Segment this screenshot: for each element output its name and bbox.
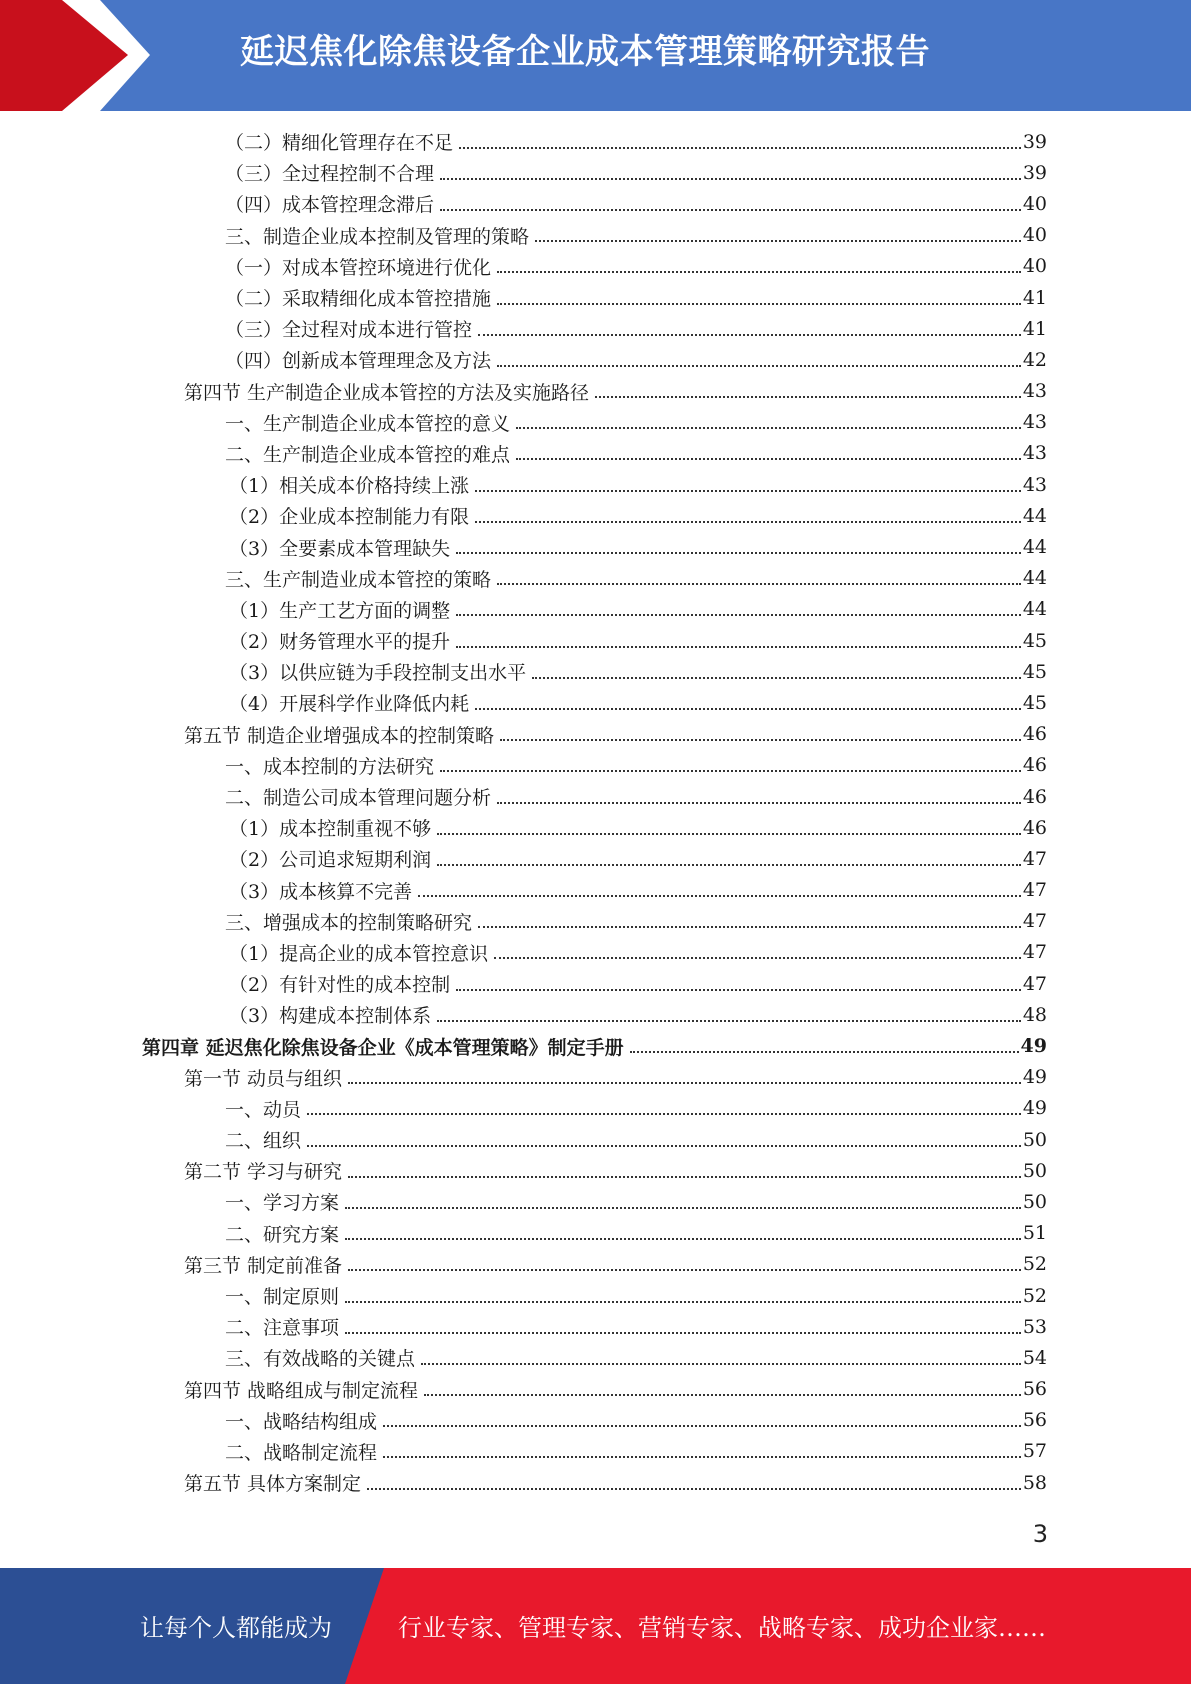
toc-entry[interactable] [0, 1436, 1191, 1467]
toc-dot-leader [307, 1145, 1021, 1147]
toc-dot-leader [497, 365, 1021, 367]
toc-entry-title: 一、学习方案 [225, 1192, 340, 1215]
toc-entry-title: （1）生产工艺方面的调整 [229, 599, 451, 622]
toc-dot-leader [437, 1020, 1021, 1022]
toc-entry-title: （3）成本核算不完善 [229, 880, 413, 903]
toc-entry-page: 39 [1022, 130, 1047, 153]
toc-dot-leader [345, 1207, 1021, 1209]
toc-dot-leader [348, 1176, 1021, 1178]
toc-dot-leader [478, 926, 1021, 928]
toc-entry-page: 46 [1022, 754, 1047, 777]
toc-entry-page: 49 [1020, 1035, 1047, 1058]
toc-entry[interactable] [0, 531, 1191, 562]
toc-dot-leader [595, 396, 1021, 398]
toc-dot-leader [383, 1425, 1021, 1427]
toc-entry-page: 40 [1022, 255, 1047, 278]
toc-dot-leader [497, 303, 1021, 305]
toc-entry-title: 第四节 战略组成与制定流程 [184, 1379, 419, 1402]
toc-entry-title: （3）以供应链为手段控制支出水平 [229, 662, 527, 685]
toc-entry-title: （1）成本控制重视不够 [229, 818, 432, 841]
toc-entry-title: （2）企业成本控制能力有限 [229, 506, 470, 529]
toc-entry[interactable] [0, 719, 1191, 750]
toc-entry-title: （二）采取精细化成本管控措施 [225, 288, 492, 311]
toc-dot-leader [459, 147, 1021, 149]
toc-entry-title: 一、战略结构组成 [225, 1410, 378, 1433]
toc-entry-page: 52 [1022, 1253, 1047, 1276]
report-footer [0, 1568, 1191, 1684]
toc-entry-page: 41 [1022, 286, 1047, 309]
toc-entry-title: 一、制定原则 [225, 1286, 340, 1309]
toc-entry-title: 第四节 生产制造企业成本管控的方法及实施路径 [184, 381, 590, 404]
toc-dot-leader [348, 1082, 1021, 1084]
toc-dot-leader [516, 458, 1021, 460]
toc-entry[interactable] [0, 469, 1191, 500]
toc-entry-page: 47 [1022, 910, 1047, 933]
toc-entry-title: 二、生产制造企业成本管控的难点 [225, 443, 511, 466]
toc-entry-title: （四）创新成本管理理念及方法 [225, 350, 492, 373]
toc-entry[interactable] [0, 656, 1191, 687]
toc-dot-leader [535, 240, 1021, 242]
toc-dot-leader [345, 1301, 1021, 1303]
toc-dot-leader [497, 271, 1021, 273]
toc-entry-page: 42 [1022, 348, 1047, 371]
toc-entry[interactable] [0, 344, 1191, 375]
toc-entry-page: 47 [1022, 941, 1047, 964]
toc-entry-page: 44 [1022, 598, 1047, 621]
toc-entry[interactable] [0, 625, 1191, 656]
toc-entry[interactable] [0, 1218, 1191, 1249]
toc-entry-title: 一、成本控制的方法研究 [225, 755, 435, 778]
table-of-contents [0, 126, 1191, 1498]
toc-entry[interactable] [0, 1405, 1191, 1436]
toc-entry-title: 第三节 制定前准备 [184, 1254, 343, 1277]
toc-entry[interactable] [0, 968, 1191, 999]
toc-entry[interactable] [0, 500, 1191, 531]
toc-entry[interactable] [0, 563, 1191, 594]
toc-entry[interactable] [0, 1311, 1191, 1342]
toc-dot-leader [307, 1113, 1021, 1115]
toc-entry-title: 二、研究方案 [225, 1223, 340, 1246]
toc-entry-title: 二、注意事项 [225, 1317, 340, 1340]
toc-entry-title: 一、动员 [225, 1098, 302, 1121]
toc-entry-title: 第二节 学习与研究 [184, 1161, 343, 1184]
toc-entry-title: 三、增强成本的控制策略研究 [225, 911, 473, 934]
toc-dot-leader [494, 957, 1021, 959]
toc-entry[interactable] [0, 750, 1191, 781]
toc-entry-title: （2）财务管理水平的提升 [229, 631, 451, 654]
toc-entry[interactable] [0, 999, 1191, 1030]
toc-entry[interactable] [0, 220, 1191, 251]
toc-entry[interactable] [0, 282, 1191, 313]
toc-entry-page: 52 [1022, 1284, 1047, 1307]
toc-entry-title: （2）有针对性的成本控制 [229, 974, 451, 997]
toc-dot-leader [475, 521, 1021, 523]
toc-entry-title: 三、有效战略的关键点 [225, 1348, 416, 1371]
toc-entry-title: 二、制造公司成本管理问题分析 [225, 787, 492, 810]
toc-entry-page: 48 [1022, 1003, 1047, 1026]
toc-entry-title: （三）全过程控制不合理 [225, 163, 435, 186]
report-title: 延迟焦化除焦设备企业成本管理策略研究报告 [240, 32, 930, 72]
toc-entry-page: 45 [1022, 691, 1047, 714]
toc-entry-page: 44 [1022, 504, 1047, 527]
toc-entry[interactable] [0, 812, 1191, 843]
toc-entry-page: 43 [1022, 380, 1047, 403]
toc-entry-page: 58 [1022, 1471, 1047, 1494]
toc-entry-page: 46 [1022, 816, 1047, 839]
toc-entry-page: 49 [1022, 1097, 1047, 1120]
toc-dot-leader [475, 490, 1021, 492]
toc-dot-leader [456, 614, 1021, 616]
toc-entry-page: 44 [1022, 567, 1047, 590]
toc-entry-title: （3）全要素成本管理缺失 [229, 537, 451, 560]
toc-entry[interactable] [0, 594, 1191, 625]
header-arrow-decoration [0, 0, 160, 111]
toc-entry-page: 40 [1022, 224, 1047, 247]
toc-entry-title: （四）成本管控理念滞后 [225, 194, 435, 217]
toc-entry[interactable] [0, 157, 1191, 188]
toc-entry-page: 46 [1022, 785, 1047, 808]
toc-entry[interactable] [0, 1374, 1191, 1405]
toc-dot-leader [500, 739, 1021, 741]
toc-entry-title: （一）对成本管控环境进行优化 [225, 256, 492, 279]
toc-entry-title: （1）提高企业的成本管控意识 [229, 942, 489, 965]
toc-entry-title: 三、制造企业成本控制及管理的策略 [225, 225, 530, 248]
toc-entry[interactable] [0, 1093, 1191, 1124]
toc-entry-title: 三、生产制造业成本管控的策略 [225, 568, 492, 591]
toc-entry[interactable] [0, 438, 1191, 469]
toc-dot-leader [424, 1394, 1021, 1396]
toc-dot-leader [345, 1238, 1021, 1240]
toc-entry-title: （4）开展科学作业降低内耗 [229, 693, 470, 716]
toc-entry-page: 56 [1022, 1378, 1047, 1401]
toc-dot-leader [497, 802, 1021, 804]
report-header [0, 0, 1191, 111]
toc-dot-leader [367, 1488, 1021, 1490]
toc-entry-page: 50 [1022, 1128, 1047, 1151]
toc-dot-leader [478, 334, 1021, 336]
toc-dot-leader [456, 989, 1021, 991]
toc-entry-page: 56 [1022, 1409, 1047, 1432]
toc-entry-page: 51 [1022, 1222, 1047, 1245]
toc-dot-leader [348, 1269, 1021, 1271]
footer-slogan-right: 行业专家、管理专家、营销专家、战略专家、成功企业家…… [398, 1614, 1046, 1642]
toc-entry-title: （3）构建成本控制体系 [229, 1005, 432, 1028]
toc-dot-leader [630, 1051, 1019, 1053]
toc-entry-page: 47 [1022, 879, 1047, 902]
toc-dot-leader [437, 833, 1021, 835]
toc-entry-page: 44 [1022, 536, 1047, 559]
footer-slogan-left: 让每个人都能成为 [140, 1614, 332, 1642]
toc-entry-page: 47 [1022, 847, 1047, 870]
toc-dot-leader [437, 864, 1021, 866]
toc-entry-page: 45 [1022, 660, 1047, 683]
toc-entry[interactable] [0, 251, 1191, 282]
toc-entry-page: 41 [1022, 317, 1047, 340]
toc-entry[interactable] [0, 126, 1191, 157]
toc-entry-page: 43 [1022, 442, 1047, 465]
toc-dot-leader [456, 552, 1021, 554]
toc-entry[interactable] [0, 781, 1191, 812]
toc-entry-page: 50 [1022, 1159, 1047, 1182]
toc-entry[interactable] [0, 1155, 1191, 1186]
toc-dot-leader [475, 708, 1021, 710]
toc-dot-leader [421, 1363, 1021, 1365]
toc-dot-leader [497, 583, 1021, 585]
toc-entry[interactable] [0, 1280, 1191, 1311]
toc-dot-leader [456, 646, 1021, 648]
toc-entry-page: 43 [1022, 473, 1047, 496]
toc-entry[interactable] [0, 376, 1191, 407]
toc-entry[interactable] [0, 1062, 1191, 1093]
toc-entry[interactable] [0, 1249, 1191, 1280]
toc-entry-page: 45 [1022, 629, 1047, 652]
toc-entry-title: （2）公司追求短期利润 [229, 849, 432, 872]
toc-entry-title: 第五节 具体方案制定 [184, 1473, 362, 1496]
toc-entry-page: 57 [1022, 1440, 1047, 1463]
toc-entry-page: 43 [1022, 411, 1047, 434]
toc-entry[interactable] [0, 1030, 1191, 1061]
toc-entry-title: 第四章 延迟焦化除焦设备企业《成本管理策略》制定手册 [142, 1036, 624, 1059]
toc-entry-title: （三）全过程对成本进行管控 [225, 319, 473, 342]
toc-entry-page: 53 [1022, 1315, 1047, 1338]
toc-entry[interactable] [0, 407, 1191, 438]
page-number: 3 [1032, 1520, 1048, 1548]
toc-entry-title: （1）相关成本价格持续上涨 [229, 475, 470, 498]
toc-entry[interactable] [0, 937, 1191, 968]
toc-entry[interactable] [0, 1124, 1191, 1155]
toc-entry[interactable] [0, 313, 1191, 344]
toc-entry-title: 二、战略制定流程 [225, 1441, 378, 1464]
toc-entry[interactable] [0, 843, 1191, 874]
toc-entry-page: 49 [1022, 1066, 1047, 1089]
toc-entry-page: 50 [1022, 1190, 1047, 1213]
toc-entry-title: 二、组织 [225, 1130, 302, 1153]
toc-entry-page: 39 [1022, 161, 1047, 184]
toc-entry[interactable] [0, 687, 1191, 718]
toc-entry-title: 第五节 制造企业增强成本的控制策略 [184, 724, 495, 747]
toc-dot-leader [440, 209, 1021, 211]
toc-entry[interactable] [0, 906, 1191, 937]
toc-entry-page: 47 [1022, 972, 1047, 995]
toc-entry-title: （二）精细化管理存在不足 [225, 132, 454, 155]
toc-dot-leader [532, 677, 1021, 679]
toc-entry[interactable] [0, 1467, 1191, 1498]
toc-entry-title: 第一节 动员与组织 [184, 1067, 343, 1090]
toc-entry-page: 46 [1022, 723, 1047, 746]
toc-dot-leader [345, 1332, 1021, 1334]
toc-dot-leader [516, 427, 1021, 429]
toc-dot-leader [440, 178, 1021, 180]
toc-entry-page: 54 [1022, 1346, 1047, 1369]
toc-entry-title: 一、生产制造企业成本管控的意义 [225, 412, 511, 435]
toc-entry[interactable] [0, 1342, 1191, 1373]
toc-dot-leader [440, 770, 1021, 772]
toc-dot-leader [383, 1456, 1021, 1458]
toc-entry[interactable] [0, 1186, 1191, 1217]
toc-entry[interactable] [0, 188, 1191, 219]
toc-entry-page: 40 [1022, 192, 1047, 215]
toc-entry[interactable] [0, 875, 1191, 906]
toc-dot-leader [418, 895, 1021, 897]
